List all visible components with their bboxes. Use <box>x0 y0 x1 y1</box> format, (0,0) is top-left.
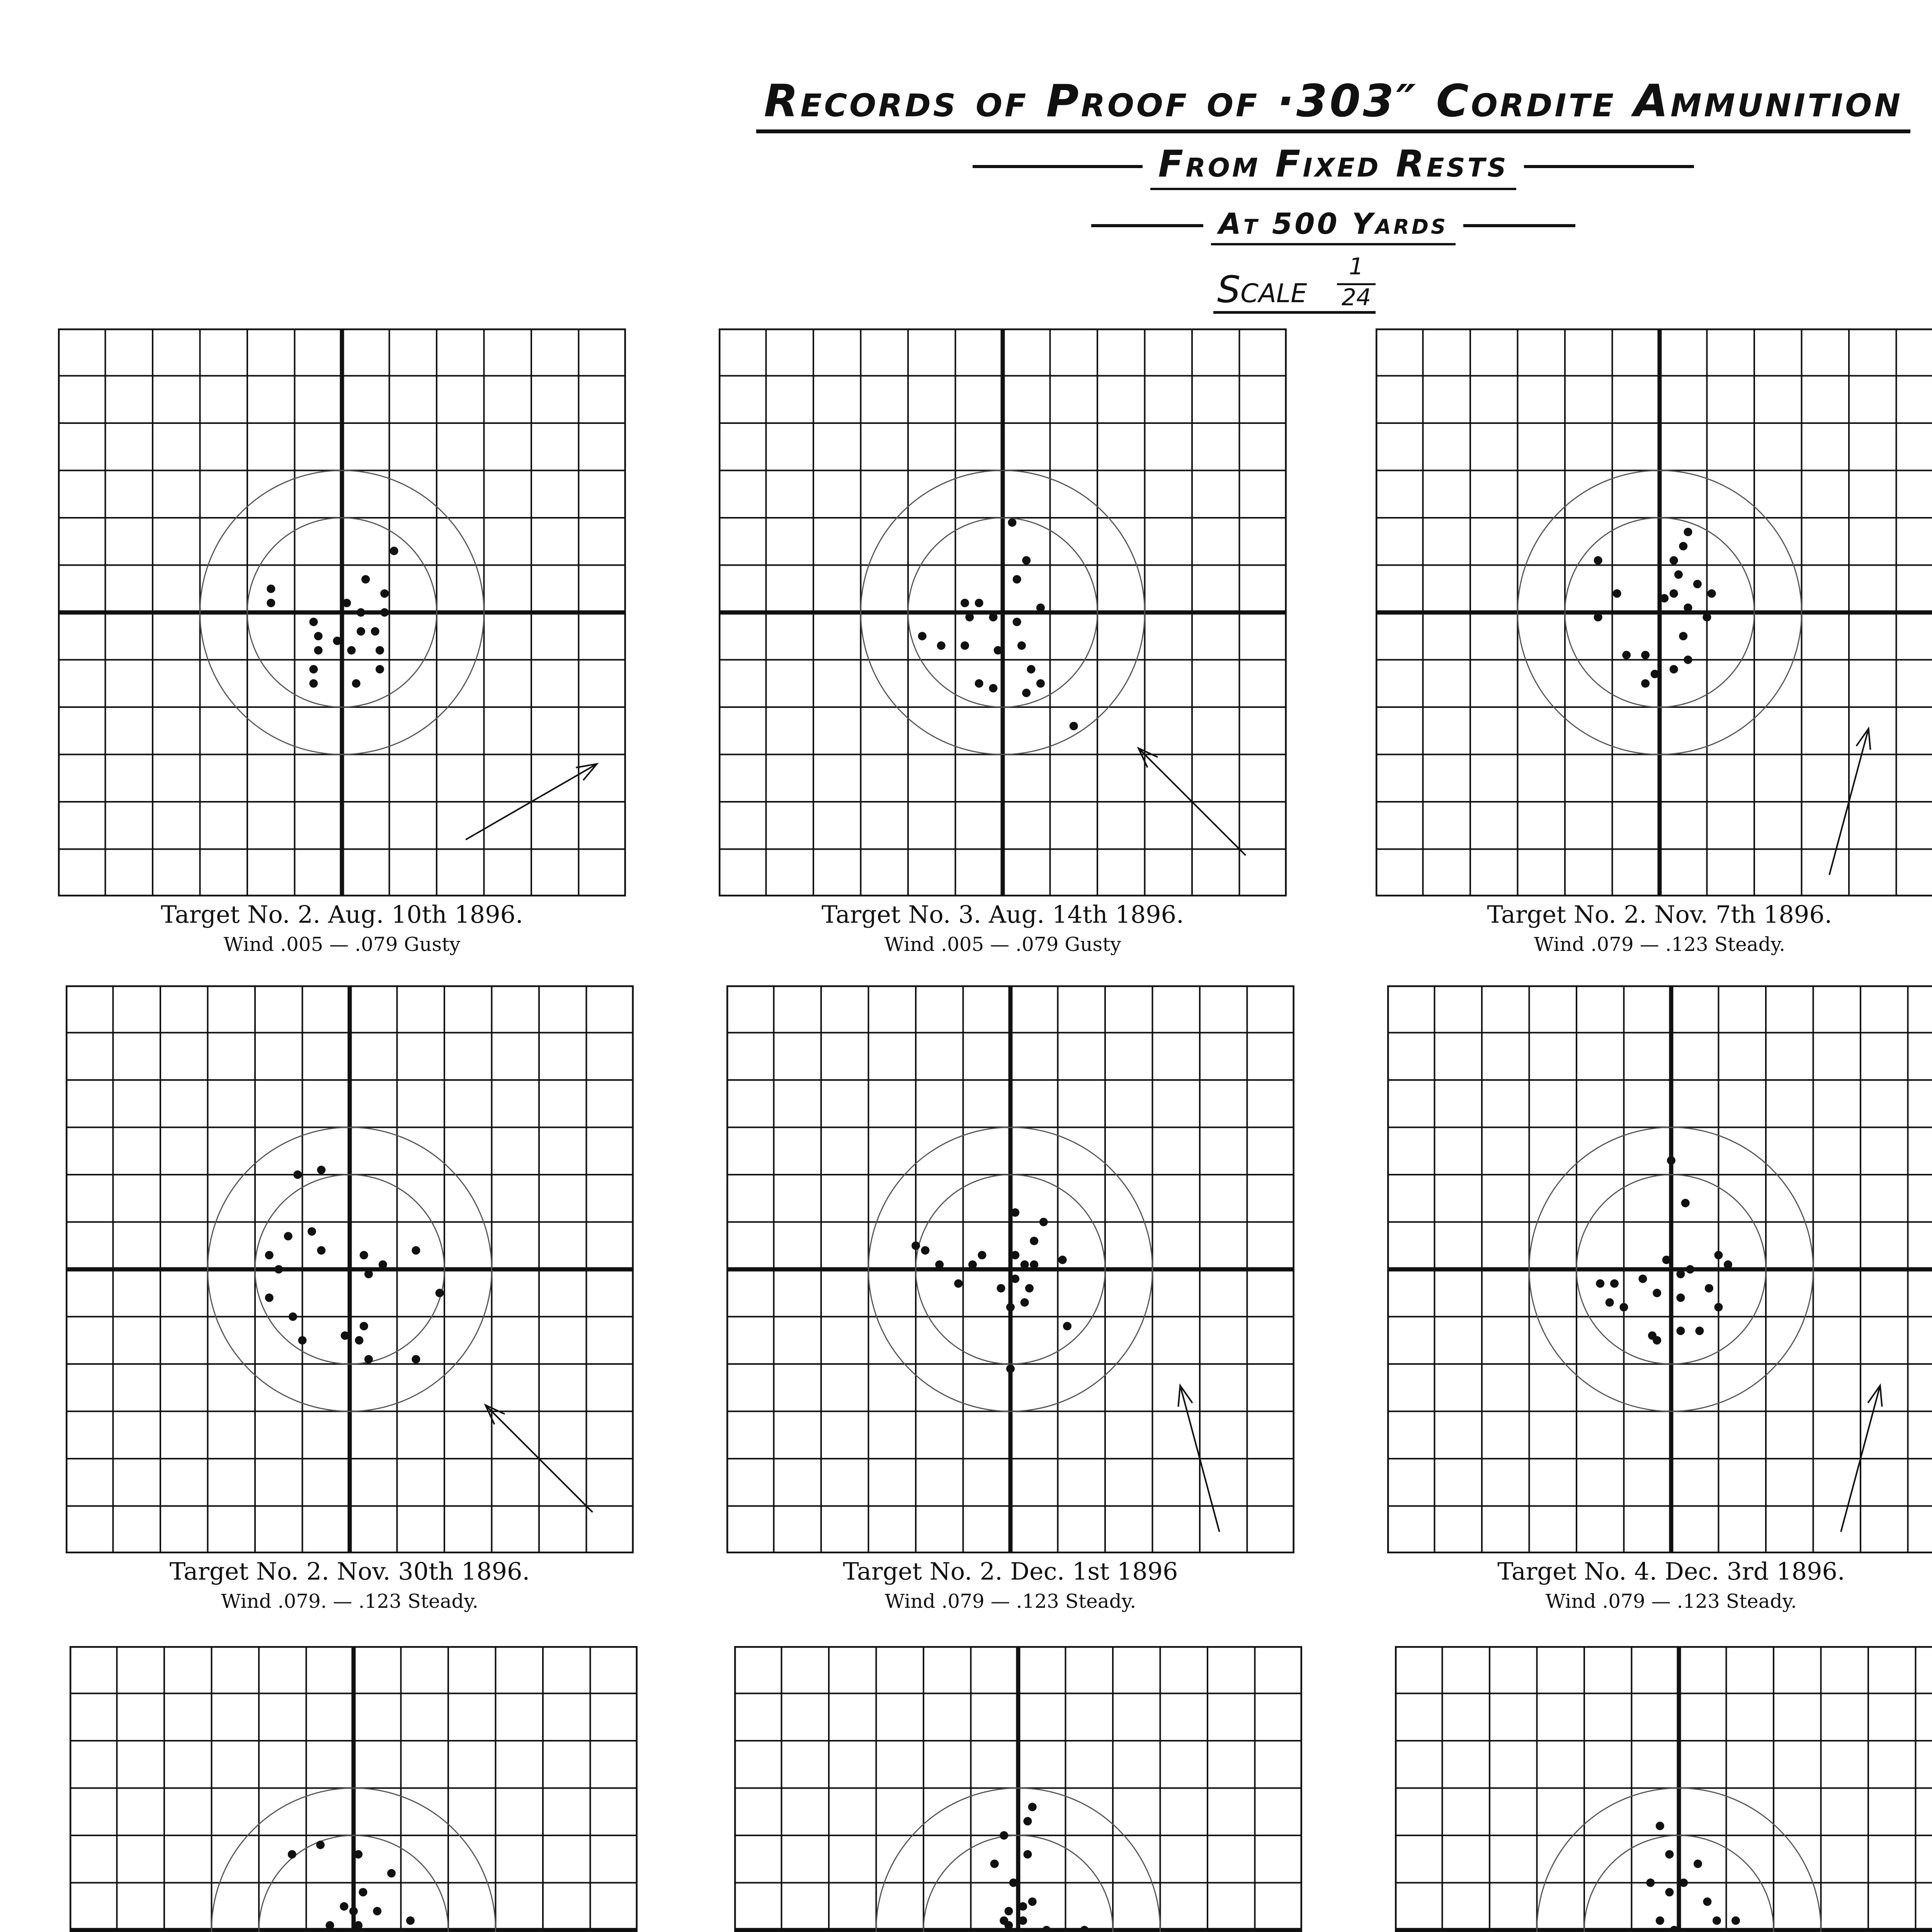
shot-mark <box>1708 589 1716 598</box>
shot-mark <box>1677 1270 1685 1278</box>
shot-mark <box>1714 1303 1723 1311</box>
shot-mark <box>1670 589 1678 598</box>
shot-mark <box>1696 1327 1704 1335</box>
shot-mark <box>1620 1303 1628 1311</box>
shot-mark <box>1020 1260 1029 1269</box>
scale-denominator: 24 <box>1341 284 1371 311</box>
shot-mark <box>975 679 983 688</box>
range-line <box>0 207 1932 241</box>
shot-mark <box>354 1921 362 1930</box>
shot-mark <box>293 1170 302 1179</box>
shot-mark <box>1703 613 1711 621</box>
page-title: Records of Proof of ·303″ Cordite Ammunition <box>756 75 1910 133</box>
shot-mark <box>1694 1860 1702 1868</box>
target-grid <box>1395 1646 1932 1932</box>
shot-mark <box>1022 689 1031 697</box>
shot-mark <box>1646 1879 1655 1887</box>
shot-mark <box>1713 1917 1721 1925</box>
shot-mark <box>1027 665 1036 673</box>
shot-mark <box>954 1279 963 1288</box>
shot-mark <box>1660 594 1668 602</box>
shot-mark <box>1070 722 1078 730</box>
shot-mark <box>1000 1831 1008 1840</box>
target-panel <box>58 328 626 970</box>
shot-mark <box>1013 618 1021 626</box>
shot-mark <box>990 1860 999 1868</box>
shot-mark <box>1030 1260 1038 1269</box>
shot-mark <box>354 1850 362 1859</box>
scale-block <box>1209 253 1464 311</box>
rule-left <box>1091 224 1203 227</box>
title-line <box>0 75 1932 127</box>
shot-mark <box>1594 613 1602 621</box>
shot-mark <box>355 1336 364 1345</box>
shot-mark <box>1009 1879 1018 1887</box>
shot-mark <box>380 589 389 598</box>
shot-mark <box>937 641 946 650</box>
shot-mark <box>1020 1298 1029 1307</box>
target-caption: Target No. 4. Dec. 3rd 1896. <box>1497 1557 1845 1585</box>
shot-mark <box>333 637 342 645</box>
shot-mark <box>265 1294 274 1302</box>
target-svg <box>70 1646 638 1932</box>
shot-mark <box>310 679 318 688</box>
target-panel <box>1376 328 1932 970</box>
shot-mark <box>361 575 370 583</box>
shot-mark <box>989 613 998 621</box>
shot-mark <box>1703 1898 1712 1906</box>
shot-mark <box>1605 1298 1614 1307</box>
wind-label: Wind .079 — .123 Steady. <box>1545 1590 1797 1612</box>
shot-mark <box>317 1166 326 1174</box>
shot-mark <box>1656 1822 1664 1830</box>
shot-mark <box>1024 1850 1032 1859</box>
shot-mark <box>1024 1817 1032 1825</box>
shot-mark <box>308 1227 316 1236</box>
target-caption: Target No. 2. Dec. 1st 1896 <box>843 1557 1178 1585</box>
target-svg <box>719 328 1287 896</box>
shot-mark <box>360 1251 368 1259</box>
target-caption: Target No. 3. Aug. 14th 1896. <box>821 900 1184 929</box>
shot-mark <box>1063 1322 1071 1330</box>
shot-mark <box>1681 1199 1690 1208</box>
shot-mark <box>1594 556 1602 565</box>
target-svg <box>1376 328 1932 896</box>
shot-mark <box>1677 1294 1685 1302</box>
shot-mark <box>412 1355 420 1364</box>
shot-mark <box>1731 1917 1740 1925</box>
shot-mark <box>1714 1251 1723 1259</box>
shot-mark <box>1039 1218 1048 1226</box>
shot-mark <box>340 1902 349 1911</box>
shot-mark <box>435 1289 444 1297</box>
shot-mark <box>376 646 384 655</box>
shot-mark <box>1662 1256 1671 1264</box>
target-grid <box>58 328 626 896</box>
shot-mark <box>371 627 379 636</box>
shot-mark <box>1028 1898 1037 1906</box>
shot-mark <box>357 608 365 617</box>
target-panel <box>1387 985 1932 1627</box>
shot-mark <box>387 1869 396 1878</box>
shot-mark <box>267 599 275 607</box>
shot-mark <box>284 1232 293 1240</box>
shot-mark <box>989 684 998 692</box>
shot-mark <box>1028 1803 1037 1811</box>
shot-mark <box>341 1332 349 1340</box>
shot-mark <box>1011 1208 1019 1217</box>
shot-mark <box>347 646 356 655</box>
shot-mark <box>360 1322 368 1330</box>
range-label: At 500 Yards <box>1211 207 1456 245</box>
shot-mark <box>1025 1284 1034 1293</box>
shot-mark <box>1613 589 1621 598</box>
shot-mark <box>968 1260 977 1269</box>
shot-mark <box>364 1355 373 1364</box>
shot-mark <box>310 665 318 673</box>
shot-mark <box>1019 1917 1027 1925</box>
shot-mark <box>1008 518 1017 527</box>
target-panel <box>70 1646 638 1932</box>
shot-mark <box>1684 528 1692 536</box>
rule-left <box>973 165 1143 168</box>
shot-mark <box>1665 1888 1674 1896</box>
shot-mark <box>1030 1237 1038 1245</box>
wind-label: Wind .079 — .123 Steady. <box>1534 933 1786 956</box>
target-grid <box>734 1646 1302 1932</box>
shot-mark <box>412 1246 420 1255</box>
shot-mark <box>1705 1284 1713 1293</box>
shot-mark <box>317 1246 326 1255</box>
shot-mark <box>314 646 323 655</box>
shot-mark <box>1653 1289 1661 1297</box>
shot-mark <box>314 632 323 640</box>
scale-numerator: 1 <box>1349 253 1364 280</box>
shot-mark <box>1684 656 1692 664</box>
target-grid <box>719 328 1287 896</box>
target-svg <box>726 985 1294 1553</box>
scale-underline <box>1213 311 1376 314</box>
rule-right <box>1463 224 1575 227</box>
shot-mark <box>1596 1279 1604 1288</box>
shot-mark <box>1686 1265 1694 1274</box>
shot-mark <box>1005 1921 1013 1930</box>
shot-mark <box>1036 679 1045 688</box>
shot-mark <box>1656 1917 1664 1925</box>
target-svg <box>1395 1646 1932 1932</box>
shot-mark <box>912 1242 920 1250</box>
shot-mark <box>274 1265 283 1274</box>
shot-mark <box>349 1907 358 1915</box>
target-panel <box>719 328 1287 970</box>
shot-mark <box>1036 604 1045 612</box>
target-svg <box>66 985 634 1553</box>
target-panel <box>1395 1646 1932 1932</box>
shot-mark <box>975 599 983 607</box>
shot-mark <box>997 1284 1005 1293</box>
shot-mark <box>1006 1364 1015 1373</box>
target-grid <box>1376 328 1932 896</box>
shot-mark <box>1724 1260 1732 1269</box>
shot-mark <box>1693 580 1702 588</box>
shot-mark <box>1080 1926 1089 1932</box>
shot-mark <box>359 1888 367 1896</box>
shot-mark <box>352 679 361 688</box>
shot-mark <box>326 1921 334 1930</box>
shot-mark <box>1019 1902 1027 1911</box>
shot-mark <box>379 1260 387 1269</box>
wind-label: Wind .005 — .079 Gusty <box>223 933 461 956</box>
shot-mark <box>1017 641 1026 650</box>
shot-mark <box>1011 1251 1019 1259</box>
shot-mark <box>1670 556 1678 565</box>
shot-mark <box>1679 632 1687 640</box>
shot-mark <box>935 1260 944 1269</box>
shot-mark <box>1679 1879 1688 1887</box>
target-panel <box>726 985 1294 1627</box>
shot-mark <box>380 608 389 617</box>
shot-mark <box>288 1850 296 1859</box>
shot-mark <box>1679 542 1687 551</box>
shot-mark <box>1011 1275 1019 1283</box>
shot-mark <box>364 1270 373 1278</box>
target-grid <box>726 985 1294 1553</box>
shot-mark <box>289 1313 297 1321</box>
shot-mark <box>1022 556 1031 565</box>
shot-mark <box>1622 651 1631 659</box>
shot-mark <box>1684 604 1692 612</box>
target-caption: Target No. 2. Aug. 10th 1896. <box>161 900 523 929</box>
shot-mark <box>961 641 969 650</box>
shot-mark <box>1013 575 1021 583</box>
subtitle-line <box>0 143 1932 185</box>
shot-mark <box>918 632 927 640</box>
rule-right <box>1524 165 1694 168</box>
shot-mark <box>267 585 275 593</box>
target-svg <box>1387 985 1932 1553</box>
shot-mark <box>1058 1256 1067 1264</box>
shot-mark <box>1670 665 1678 673</box>
shot-mark <box>1677 1327 1685 1335</box>
wind-label: Wind .079. — .123 Steady. <box>221 1590 479 1612</box>
shot-mark <box>1674 570 1683 579</box>
shot-mark <box>1641 651 1650 659</box>
shot-mark <box>1043 1926 1051 1932</box>
target-caption: Target No. 2. Nov. 30th 1896. <box>169 1557 530 1585</box>
target-svg <box>734 1646 1302 1932</box>
shot-mark <box>1610 1279 1619 1288</box>
shot-mark <box>1665 1850 1674 1859</box>
target-grid <box>70 1646 638 1932</box>
target-panel <box>66 985 634 1627</box>
wind-label: Wind .079 — .123 Steady. <box>884 1590 1136 1612</box>
shot-mark <box>978 1251 986 1259</box>
page-subtitle: From Fixed Rests <box>1150 143 1516 190</box>
wind-label: Wind .005 — .079 Gusty <box>884 933 1121 956</box>
shot-mark <box>994 646 1002 655</box>
target-grid <box>66 985 634 1553</box>
shot-mark <box>298 1336 307 1345</box>
shot-mark <box>390 547 398 555</box>
shot-mark <box>316 1841 325 1849</box>
shot-mark <box>1005 1907 1013 1915</box>
scale-label: Scale <box>1217 269 1307 311</box>
header <box>0 0 1932 309</box>
shot-mark <box>376 665 384 673</box>
shot-mark <box>965 613 974 621</box>
shot-mark <box>961 599 969 607</box>
shot-mark <box>310 618 318 626</box>
target-grid <box>1387 985 1932 1553</box>
shot-mark <box>1641 679 1650 688</box>
shot-mark <box>1653 1336 1661 1345</box>
shot-mark <box>1667 1156 1675 1165</box>
shot-mark <box>1639 1275 1647 1283</box>
target-panel <box>734 1646 1302 1932</box>
shot-mark <box>342 599 351 607</box>
shot-mark <box>1651 670 1659 678</box>
shot-mark <box>357 627 365 636</box>
target-caption: Target No. 2. Nov. 7th 1896. <box>1487 900 1832 929</box>
shot-mark <box>1006 1303 1015 1311</box>
shot-mark <box>373 1907 381 1915</box>
shot-mark <box>265 1251 274 1259</box>
shot-mark <box>406 1917 415 1925</box>
target-svg <box>58 328 626 896</box>
shot-mark <box>921 1246 930 1255</box>
